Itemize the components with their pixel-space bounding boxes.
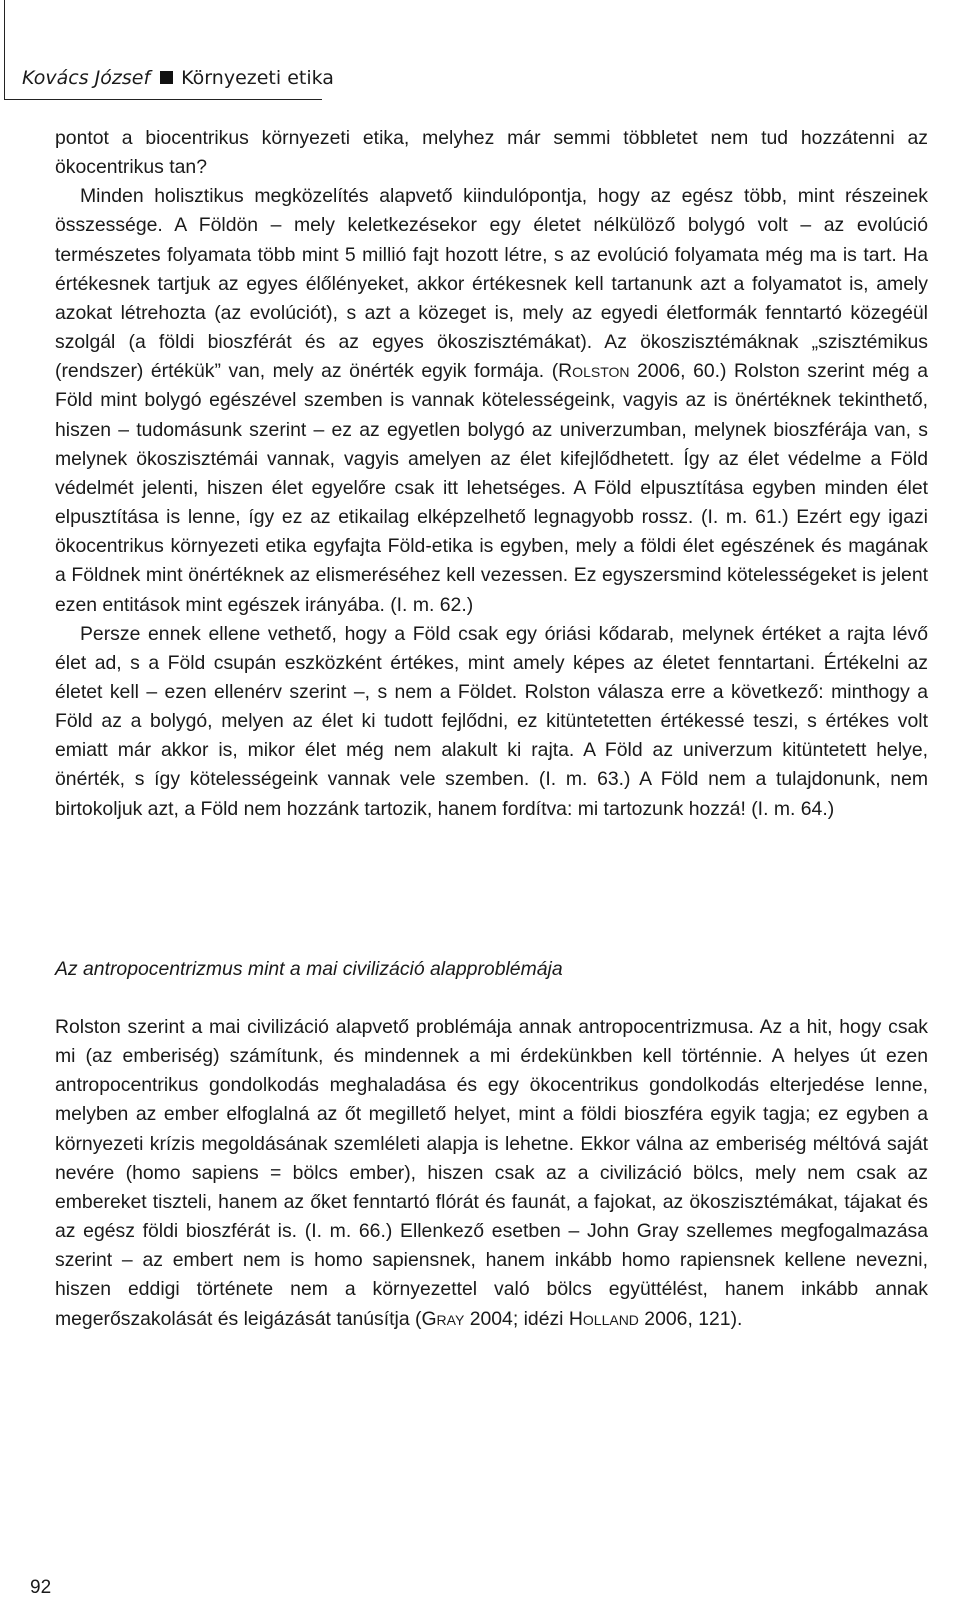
square-bullet-icon [160,71,173,84]
paragraph: Persze ennek ellene vethető, hogy a Föld csak egy óriási kődarab, melynek értéket a rajta lévő élet ad, s a Föld csupán eszközként értékes, mint amely képes az életet fenntartani. Értékelni az életet kell – ezen ellenérv szerint –, s nem a Földet. Rolston válasza erre a következő: minthogy a Föld az a bolygó, melyen az élet ki tudott fejlődni, ez kitüntetetten értékessé teszi, s értékes volt emiatt már akkor is, mikor élet még nem alakult ki rajta. A Föld az univerzum kitüntetett helye, önérték, s így kötelességeink vannak vele szemben. (I. m. 63.) A Föld nem a tulajdonunk, nem birtokoljuk azt, a Föld nem hozzánk tartozik, hanem fordítva: mi tartozunk hozzá! (I. m. 64.) [55,622,928,820]
body-text-block-2 [55,1013,928,1334]
paragraph-text: 2004; idézi [464,1307,569,1330]
paragraph: pontot a biocentrikus környezeti etika, melyhez már semmi többletet nem tud hozzátenni az ökocentrikus tan? [55,127,928,179]
running-head-title: Környezeti etika [181,67,334,89]
paragraph-text: Rolston szerint a mai civilizáció alapvető problémája annak antropocentrizmusa. Az a hit, hogy csak mi (az emberiség) számítunk, és mindennek a mi érdekünkben kell történnie. A helyes út ezen antropocentrikus gondolkodás meghaladása és egy ökocentrikus gondolkodás elterjedése lenne, melyben az ember elfoglalná az őt megillető helyet, mint a földi bioszféra egyik tagja; ez egyben a környezeti krízis megoldásának szemléleti alapja is lehetne. Ekkor válna az emberiség méltóvá saját nevére (homo sapiens = bölcs ember), hiszen csak az a civilizáció bölcs, mely nem csak az embereket tiszteli, hanem az őket fenntartó flórát és faunát, a fajokat, az ökoszisztémákat, tájakat és az egész földi bioszférát is. (I. m. 66.) Ellenkező esetben – John Gray szellemes megfogalmazása szerint – az embert nem is homo sapiensnek, hanem inkább homo rapiensnek kellene nevezni, hiszen eddigi története nem a környezettel való bölcs együttélést, hanem inkább annak megerőszakolását és leigázását tanúsítja ( [55,1016,928,1330]
paragraph [55,182,928,619]
body-text-block-1 [55,124,928,824]
paragraph-text: 2006, 121). [638,1307,743,1330]
paragraph-text: 2006, 60.) Rolston szerint még a Föld mint bolygó egészével szemben is vannak kötelességeink, vagyis az is önértéknek tekinthető, hiszen – tudomásunk szerint – ez az egyetlen bolygó az univerzumban, melynek bioszférája van, s melynek ökoszisztémái vannak, vagyis amelyen az élet kifejlődhetett. Így az élet védelme a Föld védelmét jelenti, hiszen élet egyelőre csak itt lehetséges. A Föld elpusztítása egyben minden élet elpusztítása is lenne, így ez az etikailag elképzelhető legnagyobb rossz. (I. m. 61.) Ezért egy igazi ökocentrikus környezeti etika egyfajta Föld-etika is egyben, mely a földi élet egészének és magának a Földnek mint önértéknek az elismeréséhez kell vezessen. Ez egyszersmind kötelességeket is jelent ezen entitások mint egészek irányába. (I. m. 62.) [55,360,928,616]
citation-author: Gray [421,1307,465,1330]
section-heading: Az antropocentrizmus mint a mai civilizáció alapproblémája [55,958,563,980]
running-head-author: Kovács József [22,67,151,89]
paragraph [55,1013,928,1334]
paragraph-text: Minden holisztikus megközelítés alapvető kiindulópontja, hogy az egész több, mint részeinek összessége. A Földön – mely keletkezésekor egy életet nélkülöző bolygó volt – az evolúció természetes folyamata több mint 5 millió fajt hozott létre, s az evolúció folyamata még ma is tart. Ha értékesnek tartjuk az egyes élőlényeket, akkor értékesnek kell tartanunk azt a folyamatot is, amely azokat létrehozta (az evolúciót), s azt a közeget is, mely az egyedi életformák fenntartó közegéül szolgál (a földi bioszférát és az egyes ökoszisztémákat). Az ökoszisztémáknak „szisztémikus (rendszer) értékük” van, mely az önérték egyik formája. ( [55,185,928,383]
running-head [22,66,334,90]
citation-author: Rolston [558,360,630,383]
citation-author: Holland [568,1307,639,1330]
page-number: 92 [30,1577,52,1598]
